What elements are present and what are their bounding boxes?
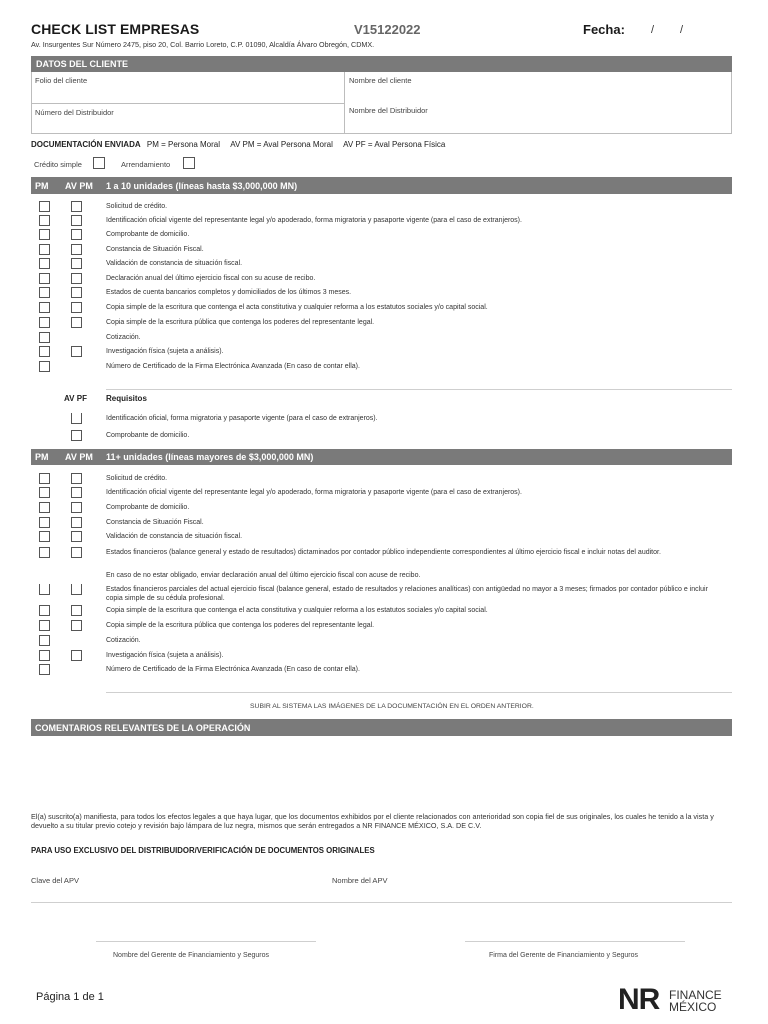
checklist-item: Solicitud de crédito.: [106, 475, 168, 482]
legend-avpf: AV PF = Aval Persona Física: [343, 140, 446, 149]
avpm-checkbox[interactable]: [71, 547, 82, 558]
checklist-item: Número de Certificado de la Firma Electrónica Avanzada (En caso de contar ella).: [106, 363, 360, 370]
avpm-checkbox[interactable]: [71, 215, 82, 226]
documentation-title: DOCUMENTACIÓN ENVIADA: [31, 140, 141, 149]
pm-checkbox[interactable]: [39, 487, 50, 498]
section1-header: [31, 177, 732, 194]
date-separator: /: [680, 24, 684, 36]
avpm-checkbox[interactable]: [71, 273, 82, 284]
comments-title: COMENTARIOS RELEVANTES DE LA OPERACIÓN: [35, 723, 251, 733]
legal-statement: El(a) suscrito(a) manifiesta, para todos los efectos legales a que haya lugar, que los documentos exhibidos por el cliente relacionados con anterioridad son copia fiel de sus originales, los cuales he tenido a la vista y devuelto a su titular previo cotejo y revisión bajo lámpara de luz negra, mismos que serán entregados a NR FINANCE MÉXICO, S.A. DE C.V.: [31, 812, 714, 830]
documentation-legend: [31, 140, 445, 149]
signature-line: [96, 941, 316, 942]
credito-simple-label: Crédito simple: [34, 160, 82, 169]
pm-checkbox[interactable]: [39, 317, 50, 328]
avpm-checkbox[interactable]: [71, 244, 82, 255]
credito-simple-checkbox[interactable]: [93, 157, 105, 169]
pm-checkbox[interactable]: [39, 584, 50, 595]
upload-note: SUBIR AL SISTEMA LAS IMÁGENES DE LA DOCUMENTACIÓN EN EL ORDEN ANTERIOR.: [250, 703, 534, 710]
checklist-item: En caso de no estar obligado, enviar declaración anual del último ejercicio fiscal con acuse de recibo.: [106, 572, 421, 579]
avpm-checkbox[interactable]: [71, 302, 82, 313]
avpm-checkbox[interactable]: [71, 517, 82, 528]
avpm-checkbox[interactable]: [71, 430, 82, 441]
client-data-box: [31, 72, 732, 134]
avpm-checkbox[interactable]: [71, 229, 82, 240]
client-name-label: Nombre del cliente: [349, 76, 412, 85]
version-code: V15122022: [354, 22, 421, 37]
checklist-item: Comprobante de domicilio.: [106, 231, 190, 238]
divider: [32, 103, 344, 104]
pm-checkbox[interactable]: [39, 502, 50, 513]
col-avpf: AV PF: [64, 394, 87, 403]
manager-name-label: Nombre del Gerente de Financiamiento y Seguros: [113, 952, 270, 959]
signature-line: [465, 941, 685, 942]
checklist-item: Validación de constancia de situación fiscal.: [106, 260, 243, 267]
apv-key-label: Clave del APV: [31, 876, 79, 885]
pm-checkbox[interactable]: [39, 635, 50, 646]
requisitos-title: Requisitos: [106, 394, 147, 403]
section2-header: [31, 449, 732, 465]
arrendamiento-checkbox[interactable]: [183, 157, 195, 169]
pm-checkbox[interactable]: [39, 258, 50, 269]
avpm-checkbox[interactable]: [71, 258, 82, 269]
avpm-checkbox[interactable]: [71, 346, 82, 357]
checklist-item: Estados financieros parciales del actual ejercicio fiscal (balance general, estado de resultados y relaciones analíticas) con antigüedad no mayor a 3 meses; firmados por contador público e incluir copia simple de su cédula profesional.: [106, 586, 708, 602]
pm-checkbox[interactable]: [39, 650, 50, 661]
legend-pm: PM = Persona Moral: [146, 140, 221, 149]
document-title: CHECK LIST EMPRESAS: [31, 21, 200, 37]
pm-checkbox[interactable]: [39, 517, 50, 528]
col-pm: PM: [35, 181, 49, 191]
distributor-section-title: PARA USO EXCLUSIVO DEL DISTRIBUIDOR/VERIFICACIÓN DE DOCUMENTOS ORIGINALES: [31, 846, 375, 855]
avpm-checkbox[interactable]: [71, 502, 82, 513]
pm-checkbox[interactable]: [39, 361, 50, 372]
legend-avpm: AV PM = Aval Persona Moral: [230, 140, 333, 149]
company-address: Av. Insurgentes Sur Número 2475, piso 20, Col. Barrio Loreto, C.P. 01090, Alcaldía Álvaro Obregón, CDMX.: [31, 40, 375, 49]
avpm-checkbox[interactable]: [71, 620, 82, 631]
avpm-checkbox[interactable]: [71, 473, 82, 484]
checklist-item: Estados de cuenta bancarios completos y domiciliados de los últimos 3 meses.: [106, 289, 352, 296]
pm-checkbox[interactable]: [39, 302, 50, 313]
folio-label: Folio del cliente: [35, 76, 88, 85]
checklist-item: Copia simple de la escritura pública que contenga los poderes del representante legal.: [106, 622, 375, 629]
pm-checkbox[interactable]: [39, 332, 50, 343]
divider: [106, 692, 732, 693]
avpm-checkbox[interactable]: [71, 531, 82, 542]
logo-finance: FINANCE: [669, 988, 722, 1002]
avpm-checkbox[interactable]: [71, 201, 82, 212]
col-avpm: AV PM: [65, 452, 93, 462]
section2-title: 11+ unidades (líneas mayores de $3,000,000 MN): [106, 452, 314, 462]
pm-checkbox[interactable]: [39, 201, 50, 212]
pm-checkbox[interactable]: [39, 215, 50, 226]
pm-checkbox[interactable]: [39, 346, 50, 357]
pm-checkbox[interactable]: [39, 229, 50, 240]
checklist-item: Copia simple de la escritura pública que contenga los poderes del representante legal.: [106, 319, 375, 326]
pm-checkbox[interactable]: [39, 620, 50, 631]
checklist-item: Número de Certificado de la Firma Electrónica Avanzada (En caso de contar ella).: [106, 666, 360, 673]
pm-checkbox[interactable]: [39, 244, 50, 255]
avpm-checkbox[interactable]: [71, 584, 82, 595]
checklist-item: Investigación física (sujeta a análisis).: [106, 652, 224, 659]
checklist-item: Identificación oficial vigente del representante legal y/o apoderado, forma migratoria y pasaporte vigente (para el caso de extranjeros).: [106, 217, 522, 224]
pm-checkbox[interactable]: [39, 531, 50, 542]
pm-checkbox[interactable]: [39, 547, 50, 558]
avpm-checkbox[interactable]: [71, 605, 82, 616]
avpm-checkbox[interactable]: [71, 487, 82, 498]
checklist-item: Validación de constancia de situación fiscal.: [106, 533, 243, 540]
pm-checkbox[interactable]: [39, 605, 50, 616]
avpm-checkbox[interactable]: [71, 650, 82, 661]
checklist-item: Comprobante de domicilio.: [106, 504, 190, 511]
date-label: Fecha:: [583, 22, 625, 37]
divider: [31, 902, 732, 903]
checklist-item: Copia simple de la escritura que contenga el acta constitutiva y cualquier reforma a los estatutos sociales y/o capital social.: [106, 304, 488, 311]
pm-checkbox[interactable]: [39, 664, 50, 675]
distributor-number-label: Número del Distribuidor: [35, 108, 114, 117]
section1-title: 1 a 10 unidades (líneas hasta $3,000,000 MN): [106, 181, 298, 191]
divider: [344, 72, 345, 134]
checklist-item: Declaración anual del último ejercicio fiscal con su acuse de recibo.: [106, 275, 316, 282]
checklist-item: Constancia de Situación Fiscal.: [106, 246, 204, 253]
avpm-checkbox[interactable]: [71, 317, 82, 328]
avpm-checkbox[interactable]: [71, 287, 82, 298]
checklist-item: Identificación oficial, forma migratoria y pasaporte vigente (para el caso de extranjeros).: [106, 415, 378, 422]
checklist-item: Constancia de Situación Fiscal.: [106, 519, 204, 526]
logo-mexico: MÉXICO: [669, 1000, 717, 1014]
checklist-item: Solicitud de crédito.: [106, 203, 168, 210]
page-number: Página 1 de 1: [36, 991, 104, 1003]
pm-checkbox[interactable]: [39, 287, 50, 298]
checklist-item: Identificación oficial vigente del representante legal y/o apoderado, forma migratoria y pasaporte vigente (para el caso de extranjeros).: [106, 489, 522, 496]
pm-checkbox[interactable]: [39, 273, 50, 284]
client-section-title: DATOS DEL CLIENTE: [36, 59, 129, 69]
checklist-item: Copia simple de la escritura que contenga el acta constitutiva y cualquier reforma a los estatutos sociales y/o capital social.: [106, 607, 488, 614]
checklist-item: Estados financieros (balance general y estado de resultados) dictaminados por contador público independiente correspondientes al último ejercicio fiscal e incluir notas del auditor.: [106, 549, 661, 556]
pm-checkbox[interactable]: [39, 473, 50, 484]
arrendamiento-label: Arrendamiento: [121, 160, 171, 169]
manager-signature-label: Firma del Gerente de Financiamiento y Seguros: [489, 952, 639, 959]
checklist-item: Comprobante de domicilio.: [106, 432, 190, 439]
checklist-item: Cotización.: [106, 637, 141, 644]
col-pm: PM: [35, 452, 49, 462]
checklist-item: Cotización.: [106, 334, 141, 341]
apv-name-label: Nombre del APV: [332, 876, 388, 885]
nr-logo: NR: [618, 983, 660, 1016]
comments-header: [31, 719, 732, 736]
client-section-header: [31, 56, 732, 72]
divider: [106, 389, 732, 390]
comments-area[interactable]: [31, 737, 732, 805]
avpm-checkbox[interactable]: [71, 413, 82, 424]
checklist-item: Investigación física (sujeta a análisis).: [106, 348, 224, 355]
date-separator: /: [651, 24, 655, 36]
distributor-name-label: Nombre del Distribuidor: [349, 106, 428, 115]
col-avpm: AV PM: [65, 181, 93, 191]
